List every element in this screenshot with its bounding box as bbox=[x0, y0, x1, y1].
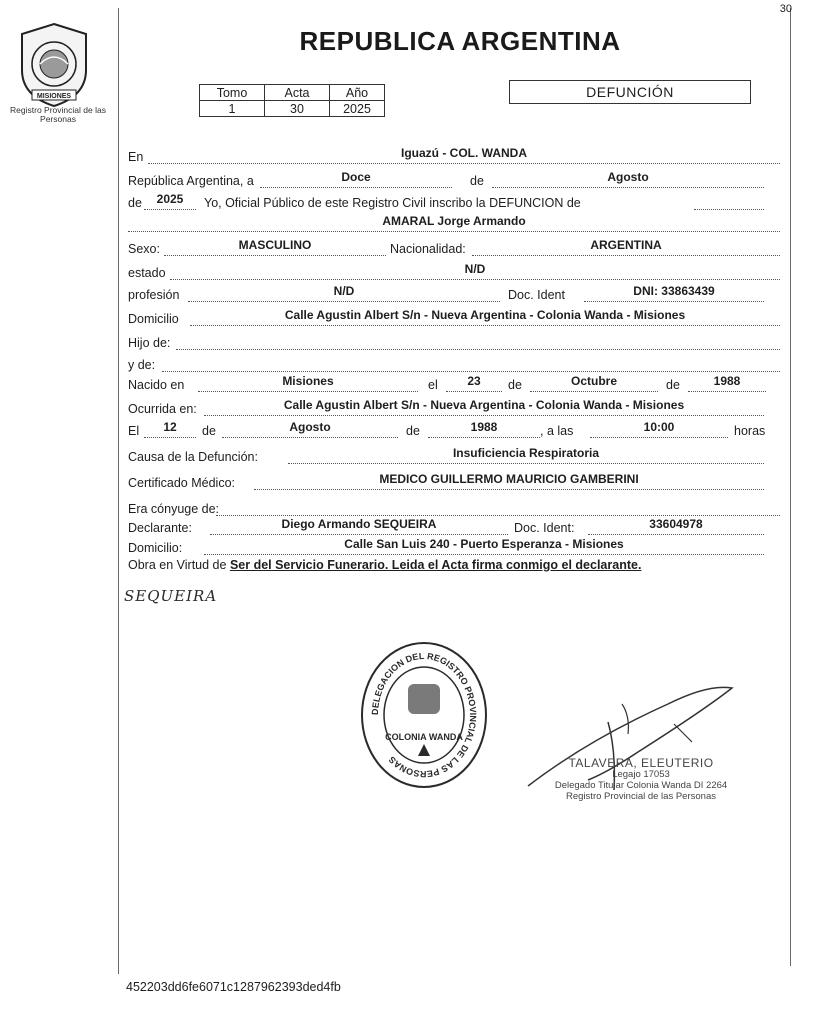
tomo-header: Tomo bbox=[200, 85, 265, 101]
declarant-doc-value: 33604978 bbox=[649, 517, 703, 531]
sex-value: MASCULINO bbox=[238, 238, 312, 252]
acta-value: 30 bbox=[265, 101, 330, 117]
death-day-value: 12 bbox=[163, 420, 177, 434]
official-role: Delegado Titular Colonia Wanda DI 2264 bbox=[554, 780, 728, 791]
line-place: En Iguazú - COL. WANDA bbox=[128, 147, 780, 164]
birth-day-value: 23 bbox=[467, 374, 481, 388]
stamp-ring-text: DELEGACION DEL REGISTRO PROVINCIAL DE LAS PERSONAS bbox=[369, 650, 479, 780]
record-kind: DEFUNCIÓN bbox=[509, 80, 751, 104]
document-hash: 452203dd6fe6071c1287962393ded4fb bbox=[126, 980, 341, 994]
occurred-place-value: Calle Agustin Albert S/n - Nueva Argentina - Colonia Wanda - Misiones bbox=[283, 398, 685, 412]
official-stamp-icon bbox=[358, 640, 490, 790]
deceased-name-value: AMARAL Jorge Armando bbox=[382, 214, 526, 228]
official-legajo: Legajo 17053 bbox=[612, 769, 670, 780]
cause-value: Insuficiencia Respiratoria bbox=[452, 446, 600, 460]
page-number: 30 bbox=[779, 3, 792, 15]
official-org: Registro Provincial de las Personas bbox=[566, 791, 716, 802]
statement-text: Ser del Servicio Funerario. Leida el Acta firma conmigo el declarante. bbox=[229, 558, 642, 572]
line-declarant: Declarante: Diego Armando SEQUEIRA Doc. Ident: 33604978 bbox=[128, 518, 780, 535]
month-value: Agosto bbox=[607, 170, 649, 184]
acta-header: Acta bbox=[265, 85, 330, 101]
line-deceased-name bbox=[128, 215, 780, 232]
death-time-value: 10:00 bbox=[643, 420, 675, 434]
birth-month-value: Octubre bbox=[570, 374, 617, 388]
official-block bbox=[536, 758, 746, 802]
place-value: Iguazú - COL. WANDA bbox=[401, 146, 527, 160]
certificate-value: MEDICO GUILLERMO MAURICIO GAMBERINI bbox=[379, 472, 639, 486]
nationality-value: ARGENTINA bbox=[590, 238, 662, 252]
anio-value: 2025 bbox=[330, 101, 385, 117]
line-death-date: El 12 de Agosto de 1988 , a las 10:00 horas bbox=[128, 420, 766, 438]
line-spouse: Era cónyuge de: bbox=[128, 499, 780, 516]
line-date: República Argentina, a Doce de Agosto bbox=[128, 171, 780, 188]
birthplace-value: Misiones bbox=[282, 374, 334, 388]
profession-value: N/D bbox=[333, 284, 355, 298]
line-address: Domicilio Calle Agustin Albert S/n - Nueva Argentina - Colonia Wanda - Misiones bbox=[128, 309, 780, 326]
line-civil-status: estado N/D bbox=[128, 263, 780, 280]
line-cause: Causa de la Defunción: Insuficiencia Respiratoria bbox=[128, 447, 780, 464]
anio-header: Año bbox=[330, 85, 385, 101]
official-name: TALAVERA, ELEUTERIO bbox=[568, 756, 714, 770]
left-margin-line bbox=[118, 8, 119, 974]
year-value: 2025 bbox=[156, 192, 184, 206]
line-sex: Sexo: MASCULINO Nacionalidad: ARGENTINA bbox=[128, 239, 780, 256]
record-table bbox=[199, 84, 385, 117]
declarant-value: Diego Armando SEQUEIRA bbox=[281, 517, 437, 531]
stamp-center-text: COLONIA WANDA bbox=[385, 732, 463, 742]
death-year-value: 1988 bbox=[470, 420, 498, 434]
day-word-value: Doce bbox=[341, 170, 371, 184]
address-value: Calle Agustin Albert S/n - Nueva Argentina - Colonia Wanda - Misiones bbox=[284, 308, 686, 322]
right-margin-line bbox=[790, 8, 791, 966]
line-declarant-address: Domicilio: Calle San Luis 240 - Puerto Esperanza - Misiones bbox=[128, 538, 780, 555]
statement: Obra en Virtud de Ser del Servicio Funerario. Leida el Acta firma conmigo el declarante. bbox=[128, 558, 642, 572]
birth-year-value: 1988 bbox=[713, 374, 741, 388]
death-month-value: Agosto bbox=[289, 420, 331, 434]
line-birth: Nacido en Misiones el 23 de Octubre de 1988 bbox=[128, 375, 780, 392]
doc-ident-value: DNI: 33863439 bbox=[633, 284, 715, 298]
tomo-value: 1 bbox=[200, 101, 265, 117]
line-occurred: Ocurrida en: Calle Agustin Albert S/n - Nueva Argentina - Colonia Wanda - Misiones bbox=[128, 399, 780, 416]
declarant-address-value: Calle San Luis 240 - Puerto Esperanza - Misiones bbox=[344, 537, 624, 551]
line-parent-2: y de: bbox=[128, 355, 780, 372]
line-profession: profesión N/D Doc. Ident DNI: 33863439 bbox=[128, 285, 780, 302]
seal-caption: Registro Provincial de las Personas bbox=[10, 105, 106, 124]
page-title: REPUBLICA ARGENTINA bbox=[299, 26, 621, 56]
civil-status-value: N/D bbox=[464, 262, 486, 276]
declarant-signature: SEQUEIRA bbox=[124, 587, 218, 605]
line-officer: de 2025 Yo, Oficial Público de este Registro Civil inscribo la DEFUNCION de bbox=[128, 193, 780, 210]
provincial-seal-icon bbox=[14, 20, 94, 110]
seal-emblem-text: MISIONES bbox=[36, 93, 72, 100]
line-parent-1: Hijo de: bbox=[128, 333, 780, 350]
line-certificate: Certificado Médico: MEDICO GUILLERMO MAURICIO GAMBERINI bbox=[128, 473, 780, 490]
